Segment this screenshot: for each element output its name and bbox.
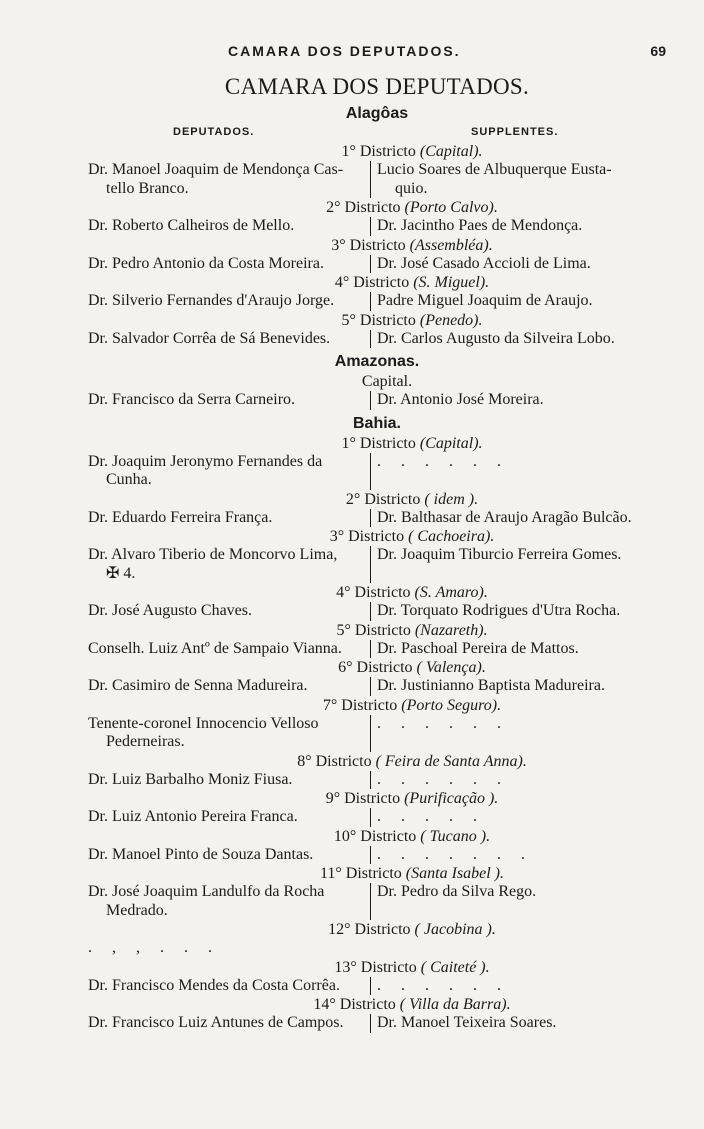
district-label: 8° Districto	[297, 752, 376, 770]
district-heading	[88, 583, 666, 602]
deputado-name	[88, 453, 370, 490]
deputado-name	[88, 808, 370, 827]
deputado-text: Tenente-coronel Innocencio Velloso	[88, 714, 319, 732]
column-headers	[88, 126, 666, 142]
column-header-supplentes: SUPPLENTES.	[471, 126, 559, 138]
district-heading	[88, 434, 666, 453]
deputado-text: Dr. Alvaro Tiberio de Moncorvo Lima,	[88, 546, 338, 563]
supplente-name	[370, 771, 666, 790]
column-header-deputados: DEPUTADOS.	[173, 126, 255, 138]
supplente-name	[370, 255, 666, 274]
supplente-name	[370, 391, 666, 410]
district-row	[88, 1014, 666, 1033]
supplente-vacant: . . . . . . .	[377, 845, 533, 863]
district-row	[88, 715, 666, 752]
supplente-vacant: . . . . . .	[377, 452, 509, 470]
deputado-text: Dr. Casimiro de Senna Madureira.	[88, 677, 308, 694]
running-header-title: CAMARA DOS DEPUTADOS.	[228, 43, 461, 59]
supplente-name	[370, 161, 666, 198]
state-heading: Amazonas.	[334, 353, 420, 370]
district-heading	[88, 658, 666, 677]
deputado-name	[88, 883, 370, 920]
page-title: CAMARA DOS DEPUTADOS.	[224, 74, 530, 99]
deputado-name	[88, 255, 370, 274]
deputado-text: Dr. Francisco Luiz Antunes de Campos.	[88, 1014, 344, 1031]
supplente-name	[370, 846, 666, 865]
deputado-text: Dr. Francisco da Serra Carneiro.	[88, 391, 296, 408]
district-label: 2° Districto	[345, 490, 425, 508]
document-page	[88, 38, 666, 1033]
district-place: ( Valença).	[416, 659, 486, 676]
district-row	[88, 771, 666, 790]
district-place: ( idem ).	[424, 490, 479, 508]
district-heading	[88, 995, 666, 1014]
supplente-text: Dr. Joaquim Tiburcio Ferreira Gomes.	[377, 546, 622, 563]
supplente-vacant: . . . . . .	[377, 714, 509, 732]
deputado-continuation: tello Branco.	[106, 179, 189, 197]
district-row	[88, 640, 666, 659]
district-row	[88, 677, 666, 696]
district-row	[88, 602, 666, 621]
supplente-name	[370, 1014, 666, 1033]
district-heading	[88, 311, 666, 330]
supplente-text: Dr. Paschoal Pereira de Mattos.	[377, 639, 579, 657]
supplente-text: Dr. Jacintho Paes de Mendonça.	[377, 217, 583, 234]
district-place: ( Tucano ).	[420, 827, 491, 845]
state-heading: Alagôas	[345, 105, 409, 122]
district-heading: Capital.	[361, 373, 413, 390]
supplente-name	[370, 640, 666, 659]
district-place: ( Caiteté ).	[420, 958, 490, 976]
district-label: 1° Districto	[341, 434, 420, 452]
supplente-name	[370, 546, 666, 583]
district-heading	[88, 752, 666, 771]
district-label: 4° Districto	[336, 584, 415, 601]
supplente-text: Dr. Pedro da Silva Rego.	[377, 883, 537, 900]
supplente-name	[370, 677, 666, 696]
district-label: 2° Districto	[326, 199, 405, 216]
district-heading	[88, 827, 666, 846]
district-label: 6° Districto	[338, 659, 417, 676]
deputado-name	[88, 330, 370, 349]
deputado-continuation: ✠ 4.	[106, 564, 136, 582]
district-row	[88, 453, 666, 490]
supplente-vacant: . . . . . .	[377, 770, 509, 788]
deputado-name	[88, 292, 370, 311]
deputado-continuation: Medrado.	[106, 901, 168, 919]
district-row	[88, 330, 666, 349]
district-row	[88, 546, 666, 583]
district-heading	[88, 198, 666, 217]
district-place: ( Villa da Barra).	[399, 996, 511, 1013]
district-row	[88, 883, 666, 920]
deputado-continuation: Cunha.	[106, 471, 152, 488]
district-label: 3° Districto	[329, 528, 409, 545]
supplente-name	[370, 453, 666, 490]
district-heading	[88, 490, 666, 509]
supplente-name	[370, 883, 666, 920]
running-header	[88, 38, 666, 64]
district-heading	[88, 236, 666, 255]
supplente-text: Dr. Torquato Rodrigues d'Utra Rocha.	[377, 602, 621, 619]
supplente-vacant: . . . . .	[377, 808, 485, 825]
district-row	[88, 217, 666, 236]
deputado-name	[88, 602, 370, 621]
district-row	[88, 808, 666, 827]
deputado-text: Dr. Eduardo Ferreira França.	[88, 508, 273, 526]
supplente-text: Padre Miguel Joaquim de Araujo.	[377, 292, 593, 309]
deputado-text: Dr. Joaquim Jeronymo Fernandes da	[88, 452, 323, 470]
district-label: 1° Districto	[341, 143, 420, 160]
deputado-name	[88, 217, 370, 236]
deputado-text: Dr. Manoel Pinto de Souza Dantas.	[88, 845, 314, 863]
deputado-name	[88, 161, 370, 198]
deputado-name	[88, 977, 370, 996]
supplente-text: Dr. José Casado Accioli de Lima.	[377, 254, 591, 272]
supplente-vacant: . . . . . .	[377, 976, 509, 994]
supplente-name	[370, 977, 666, 996]
supplente-text: Dr. Balthasar de Araujo Aragão Bulcão.	[377, 508, 632, 526]
supplente-text: Lucio Soares de Albuquerque Eusta-	[377, 161, 612, 178]
deputado-name	[88, 1014, 370, 1033]
supplente-name	[370, 292, 666, 311]
supplente-text: Dr. Justinianno Baptista Madureira.	[377, 677, 605, 694]
supplente-name	[370, 715, 666, 752]
district-place: (Penedo).	[419, 311, 483, 329]
deputado-text: Dr. Manoel Joaquim de Mendonça Cas-	[88, 161, 344, 178]
deputado-text: Dr. José Joaquim Landulfo da Rocha	[88, 883, 325, 900]
district-heading	[88, 789, 666, 808]
district-place: (Nazareth).	[414, 621, 488, 639]
supplente-name	[370, 602, 666, 621]
supplente-text: Dr. Carlos Augusto da Silveira Lobo.	[377, 329, 615, 347]
deputado-continuation: Pederneiras.	[106, 733, 185, 750]
supplente-name	[370, 330, 666, 349]
deputado-text: Dr. Luiz Barbalho Moniz Fiusa.	[88, 770, 293, 788]
district-label: 11° Districto	[320, 865, 406, 882]
deputado-name	[88, 509, 370, 528]
page-number: 69	[650, 43, 666, 59]
district-label: 14° Districto	[313, 996, 400, 1013]
district-label: 5° Districto	[341, 311, 420, 329]
district-place: ( Jacobina ).	[414, 921, 496, 938]
deputado-name	[88, 715, 370, 752]
district-heading	[88, 696, 666, 715]
district-place: (S. Amaro).	[414, 584, 488, 601]
deputado-name	[88, 771, 370, 790]
deputado-text: Dr. Silverio Fernandes d'Araujo Jorge.	[88, 292, 335, 309]
district-heading	[88, 142, 666, 161]
district-heading	[88, 864, 666, 883]
deputado-text: Dr. Francisco Mendes da Costa Corrêa.	[88, 976, 340, 994]
district-place: (Capital).	[419, 434, 483, 452]
vacant-entry: . , , . . .	[88, 939, 220, 956]
deputado-text: Dr. Luiz Antonio Pereira Franca.	[88, 808, 298, 825]
deputado-name	[88, 677, 370, 696]
deputado-text: Dr. Pedro Antonio da Costa Moreira.	[88, 254, 324, 272]
district-row	[88, 846, 666, 865]
district-label: 12° Districto	[328, 921, 415, 938]
district-row	[88, 255, 666, 274]
district-label: 3° Districto	[331, 236, 410, 254]
state-heading: Bahia.	[352, 414, 401, 432]
supplente-continuation: quio.	[395, 179, 428, 197]
district-row	[88, 391, 666, 410]
district-heading	[88, 920, 666, 939]
district-label: 7° Districto	[322, 696, 402, 714]
district-heading	[88, 273, 666, 292]
district-label: 13° Districto	[334, 958, 421, 976]
district-heading	[88, 527, 666, 546]
supplente-text: Dr. Manoel Teixeira Soares.	[377, 1014, 557, 1031]
district-label: 10° Districto	[333, 827, 421, 845]
district-row	[88, 292, 666, 311]
district-place: (S. Miguel).	[413, 274, 490, 291]
district-label: 5° Districto	[336, 621, 415, 639]
deputado-name	[88, 391, 370, 410]
deputado-text: Dr. Roberto Calheiros de Mello.	[88, 217, 295, 234]
deputado-name	[88, 546, 370, 583]
district-row	[88, 161, 666, 198]
deputado-text: Dr. José Augusto Chaves.	[88, 602, 252, 619]
district-row	[88, 509, 666, 528]
supplente-text: Dr. Antonio José Moreira.	[377, 391, 544, 408]
supplente-name	[370, 509, 666, 528]
deputado-name	[88, 640, 370, 659]
deputado-text: Conselh. Luiz Antº de Sampaio Vianna.	[88, 639, 342, 657]
district-label: 4° Districto	[334, 274, 414, 291]
district-place: (Capital).	[419, 143, 483, 160]
district-row	[88, 977, 666, 996]
deputado-text: Dr. Salvador Corrêa de Sá Benevides.	[88, 329, 331, 347]
supplente-name	[370, 808, 666, 827]
district-place: (Porto Calvo).	[404, 199, 498, 216]
supplente-name	[370, 217, 666, 236]
district-place: (Purificação ).	[404, 790, 499, 807]
district-heading	[88, 958, 666, 977]
district-place: (Santa Isabel ).	[405, 865, 504, 882]
deputado-name	[88, 846, 370, 865]
content	[88, 104, 666, 1033]
district-place: ( Cachoeira).	[408, 528, 495, 545]
district-label: 9° Districto	[325, 790, 405, 807]
district-heading	[88, 621, 666, 640]
district-place: ( Feira de Santa Anna).	[375, 752, 527, 770]
district-place: (Assembléa).	[409, 236, 493, 254]
district-place: (Porto Seguro).	[401, 696, 502, 714]
